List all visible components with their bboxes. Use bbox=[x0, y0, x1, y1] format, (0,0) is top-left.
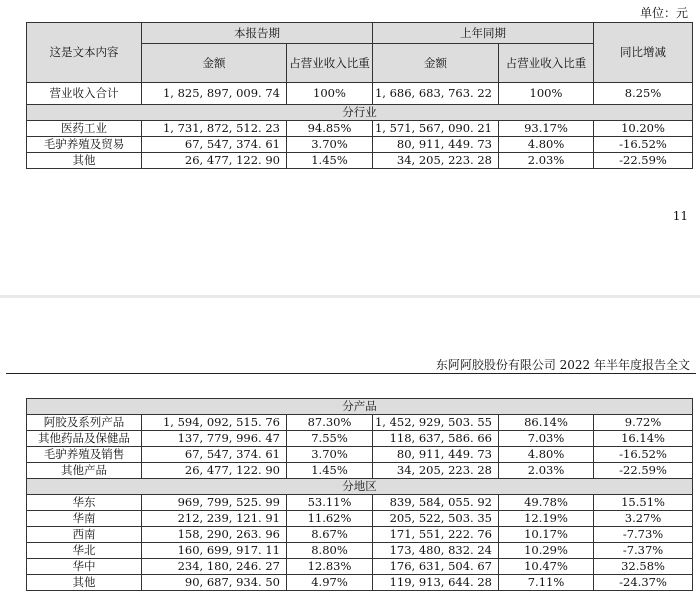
ratio-previous: 93.17% bbox=[499, 121, 594, 137]
table-row bbox=[27, 153, 693, 169]
page-divider bbox=[0, 295, 700, 298]
ratio-current: 87.30% bbox=[287, 415, 373, 431]
amount-previous: 176, 631, 504. 67 bbox=[373, 559, 499, 575]
amount-current: 212, 239, 121. 91 bbox=[142, 511, 287, 527]
row-label: 华南 bbox=[27, 511, 142, 527]
ratio-previous: 2.03% bbox=[499, 153, 594, 169]
header-yoy: 同比增减 bbox=[594, 23, 693, 83]
ratio-current: 7.55% bbox=[287, 431, 373, 447]
row-label: 其他产品 bbox=[27, 463, 142, 479]
row-label: 毛驴养殖及销售 bbox=[27, 447, 142, 463]
header-current-period: 本报告期 bbox=[142, 23, 373, 44]
header-corner: 这是文本内容 bbox=[27, 23, 142, 83]
amount-current: 969, 799, 525. 99 bbox=[142, 495, 287, 511]
row-label: 其他药品及保健品 bbox=[27, 431, 142, 447]
section-row-industry bbox=[27, 105, 693, 121]
header-ratio-previous: 占营业收入比重 bbox=[499, 44, 594, 83]
ratio-previous: 10.29% bbox=[499, 543, 594, 559]
section-industry-label: 分行业 bbox=[27, 105, 693, 121]
table-row bbox=[27, 575, 693, 591]
amount-current: 137, 779, 996. 47 bbox=[142, 431, 287, 447]
yoy-change: -16.52% bbox=[594, 447, 693, 463]
yoy-change: -16.52% bbox=[594, 137, 693, 153]
yoy-change: 8.25% bbox=[594, 83, 693, 105]
amount-previous: 34, 205, 223. 28 bbox=[373, 463, 499, 479]
amount-previous: 173, 480, 832. 24 bbox=[373, 543, 499, 559]
total-revenue-row bbox=[27, 83, 693, 105]
yoy-change: 15.51% bbox=[594, 495, 693, 511]
amount-previous: 34, 205, 223. 28 bbox=[373, 153, 499, 169]
table-row bbox=[27, 527, 693, 543]
ratio-current: 53.11% bbox=[287, 495, 373, 511]
ratio-previous: 10.47% bbox=[499, 559, 594, 575]
header-rule bbox=[6, 373, 696, 374]
amount-previous: 171, 551, 222. 76 bbox=[373, 527, 499, 543]
ratio-previous: 4.80% bbox=[499, 137, 594, 153]
yoy-change: 9.72% bbox=[594, 415, 693, 431]
amount-previous: 1, 452, 929, 503. 55 bbox=[373, 415, 499, 431]
header-ratio-current: 占营业收入比重 bbox=[287, 44, 373, 83]
amount-current: 67, 547, 374. 61 bbox=[142, 447, 287, 463]
amount-current: 1, 594, 092, 515. 76 bbox=[142, 415, 287, 431]
yoy-change: 3.27% bbox=[594, 511, 693, 527]
ratio-current: 1.45% bbox=[287, 153, 373, 169]
yoy-change: -7.37% bbox=[594, 543, 693, 559]
table-row bbox=[27, 463, 693, 479]
yoy-change: 10.20% bbox=[594, 121, 693, 137]
row-label: 西南 bbox=[27, 527, 142, 543]
header-row-periods bbox=[27, 23, 693, 44]
table-row bbox=[27, 559, 693, 575]
ratio-previous: 7.11% bbox=[499, 575, 594, 591]
table-row bbox=[27, 415, 693, 431]
revenue-table-bottom bbox=[26, 398, 693, 591]
ratio-previous: 12.19% bbox=[499, 511, 594, 527]
amount-previous: 118, 637, 586. 66 bbox=[373, 431, 499, 447]
amount-current: 1, 825, 897, 009. 74 bbox=[142, 83, 287, 105]
section-row-region bbox=[27, 479, 693, 495]
table-row bbox=[27, 447, 693, 463]
row-label: 营业收入合计 bbox=[27, 83, 142, 105]
page-number: 11 bbox=[672, 209, 688, 223]
table-row bbox=[27, 121, 693, 137]
report-header-title: 东阿阿胶股份有限公司 2022 年半年度报告全文 bbox=[435, 358, 690, 372]
amount-previous: 119, 913, 644. 28 bbox=[373, 575, 499, 591]
ratio-previous: 7.03% bbox=[499, 431, 594, 447]
ratio-current: 12.83% bbox=[287, 559, 373, 575]
amount-current: 90, 687, 934. 50 bbox=[142, 575, 287, 591]
row-label: 其他 bbox=[27, 153, 142, 169]
ratio-previous: 4.80% bbox=[499, 447, 594, 463]
ratio-current: 8.80% bbox=[287, 543, 373, 559]
table-row bbox=[27, 495, 693, 511]
ratio-current: 1.45% bbox=[287, 463, 373, 479]
header-amount-previous: 金额 bbox=[373, 44, 499, 83]
yoy-change: 16.14% bbox=[594, 431, 693, 447]
unit-label: 单位：元 bbox=[639, 6, 688, 20]
table-row bbox=[27, 137, 693, 153]
ratio-current: 8.67% bbox=[287, 527, 373, 543]
table-row bbox=[27, 431, 693, 447]
section-product-label: 分产品 bbox=[27, 399, 693, 415]
ratio-previous: 86.14% bbox=[499, 415, 594, 431]
ratio-previous: 49.78% bbox=[499, 495, 594, 511]
amount-previous: 205, 522, 503. 35 bbox=[373, 511, 499, 527]
amount-previous: 80, 911, 449. 73 bbox=[373, 137, 499, 153]
ratio-current: 11.62% bbox=[287, 511, 373, 527]
table-row bbox=[27, 543, 693, 559]
amount-current: 26, 477, 122. 90 bbox=[142, 153, 287, 169]
ratio-current: 3.70% bbox=[287, 447, 373, 463]
row-label: 毛驴养殖及贸易 bbox=[27, 137, 142, 153]
amount-current: 234, 180, 246. 27 bbox=[142, 559, 287, 575]
amount-current: 67, 547, 374. 61 bbox=[142, 137, 287, 153]
row-label: 阿胶及系列产品 bbox=[27, 415, 142, 431]
amount-current: 26, 477, 122. 90 bbox=[142, 463, 287, 479]
yoy-change: -22.59% bbox=[594, 153, 693, 169]
header-last-period: 上年同期 bbox=[373, 23, 594, 44]
amount-current: 160, 699, 917. 11 bbox=[142, 543, 287, 559]
yoy-change: -22.59% bbox=[594, 463, 693, 479]
row-label: 华中 bbox=[27, 559, 142, 575]
row-label: 华东 bbox=[27, 495, 142, 511]
header-amount-current: 金额 bbox=[142, 44, 287, 83]
ratio-previous: 2.03% bbox=[499, 463, 594, 479]
yoy-change: -24.37% bbox=[594, 575, 693, 591]
ratio-current: 100% bbox=[287, 83, 373, 105]
section-region-label: 分地区 bbox=[27, 479, 693, 495]
amount-previous: 1, 571, 567, 090. 21 bbox=[373, 121, 499, 137]
amount-current: 158, 290, 263. 96 bbox=[142, 527, 287, 543]
yoy-change: 32.58% bbox=[594, 559, 693, 575]
ratio-current: 94.85% bbox=[287, 121, 373, 137]
row-label: 华北 bbox=[27, 543, 142, 559]
amount-previous: 1, 686, 683, 763. 22 bbox=[373, 83, 499, 105]
row-label: 其他 bbox=[27, 575, 142, 591]
ratio-previous: 10.17% bbox=[499, 527, 594, 543]
ratio-previous: 100% bbox=[499, 83, 594, 105]
amount-previous: 80, 911, 449. 73 bbox=[373, 447, 499, 463]
amount-previous: 839, 584, 055. 92 bbox=[373, 495, 499, 511]
yoy-change: -7.73% bbox=[594, 527, 693, 543]
row-label: 医药工业 bbox=[27, 121, 142, 137]
section-row-product bbox=[27, 399, 693, 415]
revenue-table-top bbox=[26, 22, 693, 169]
ratio-current: 3.70% bbox=[287, 137, 373, 153]
amount-current: 1, 731, 872, 512. 23 bbox=[142, 121, 287, 137]
table-row bbox=[27, 511, 693, 527]
ratio-current: 4.97% bbox=[287, 575, 373, 591]
